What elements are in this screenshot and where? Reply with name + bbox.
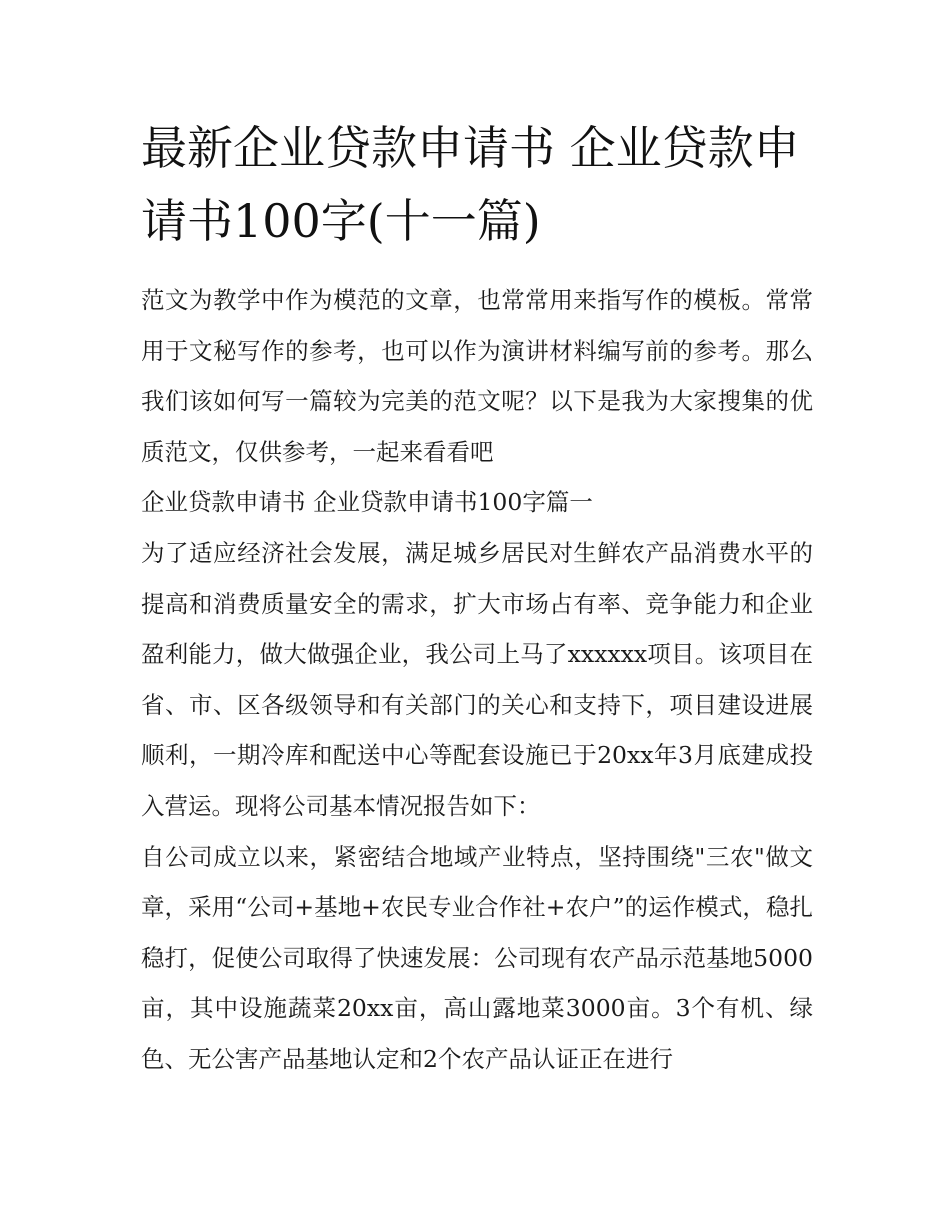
- document-page: [141, 112, 813, 1085]
- section-heading: 企业贷款申请书 企业贷款申请书100字篇一: [141, 488, 593, 517]
- document-title: 最新企业贷款申请书 企业贷款申请书100字(十一篇): [141, 121, 800, 248]
- body-paragraph-2: 自公司成立以来，紧密结合地域产业特点，坚持围绕"三农"做文章，采用“公司+基地+农民专业合作社+农户”的运作模式，稳扎稳打，促使公司取得了快速发展：公司现有农产品示范基地5000亩，其中设施蔬菜20xx亩，高山露地菜3000亩。3个有机、绿色、无公害产品基地认定和2个农产品认证正在进行: [141, 842, 813, 1073]
- intro-paragraph: 范文为教学中作为模范的文章，也常常用来指写作的模板。常常用于文秘写作的参考，也可以作为演讲材料编写前的参考。那么我们该如何写一篇较为完美的范文呢？以下是我为大家搜集的优质范文，仅供参考，一起来看看吧: [141, 286, 813, 466]
- document-body: [141, 275, 813, 1085]
- body-paragraph-1: 为了适应经济社会发展，满足城乡居民对生鲜农产品消费水平的提高和消费质量安全的需求，扩大市场占有率、竞争能力和企业盈利能力，做大做强企业，我公司上马了xxxxxx项目。该项目在省、市、区各级领导和有关部门的关心和支持下，项目建设进展顺利，一期冷库和配送中心等配套设施已于20xx年3月底建成投入营运。现将公司基本情况报告如下：: [141, 538, 813, 820]
